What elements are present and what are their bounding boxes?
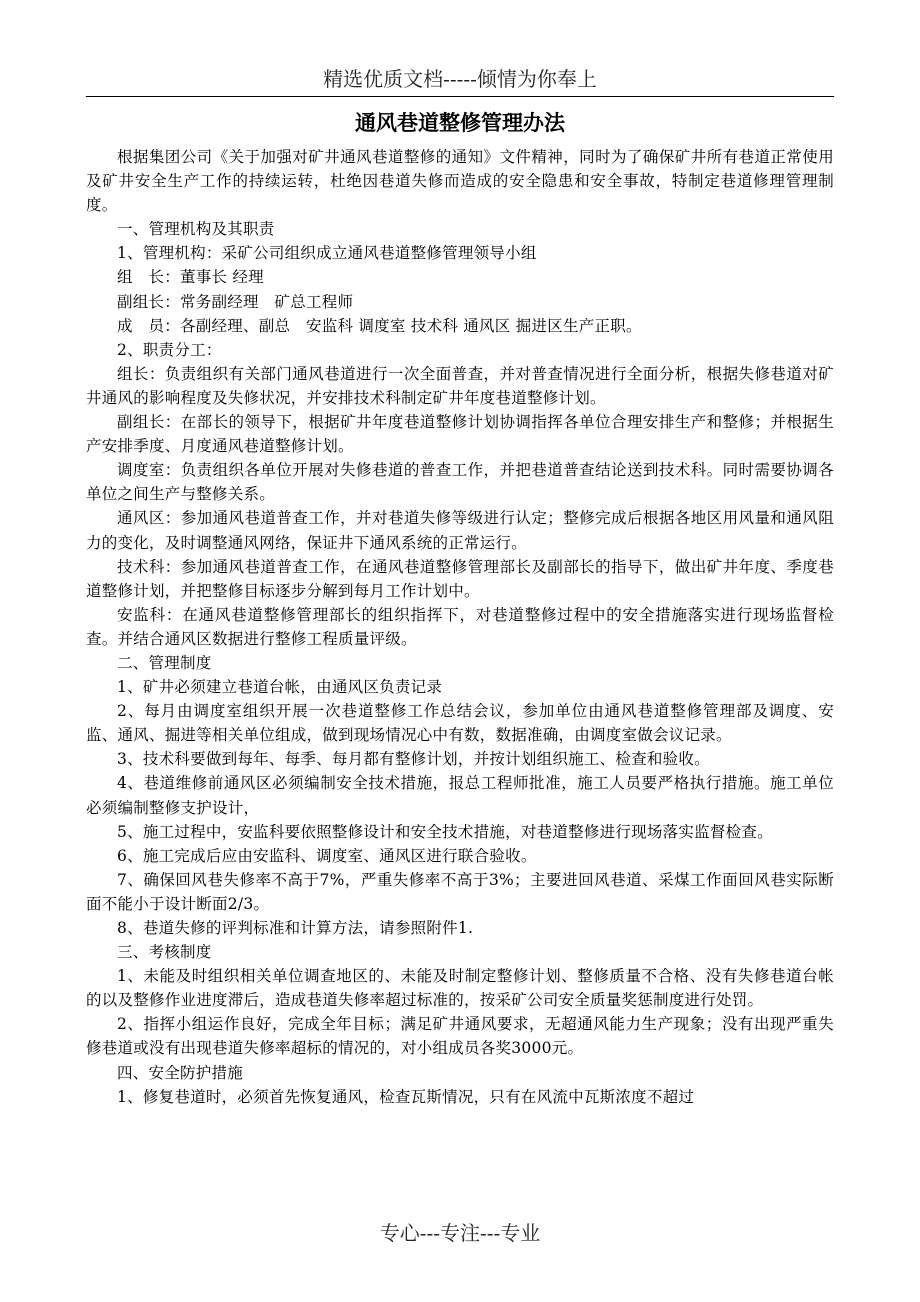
- page-footer: 专心---专注---专业: [379, 1221, 541, 1245]
- header-divider: [86, 96, 834, 97]
- paragraph: 1、管理机构：采矿公司组织成立通风巷道整修管理领导小组: [117, 244, 537, 263]
- paragraph: 1、修复巷道时，必须首先恢复通风，检查瓦斯情况，只有在风流中瓦斯浓度不超过: [117, 1087, 695, 1106]
- paragraph: 副组长：常务副经理 矿总工程师: [117, 292, 354, 311]
- paragraph: 通风区：参加通风巷道普查工作，并对巷道失修等级进行认定；整修完成后根据各地区用风量和通风阻力的变化，及时调整通风网络，保证井下通风系统的正常运行。: [86, 509, 834, 552]
- paragraph: 7、确保回风巷失修率不高于7%，严重失修率不高于3%；主要进回风巷道、采煤工作面回风巷实际断面不能小于设计断面2/3。: [86, 870, 834, 913]
- paragraph: 3、技术科要做到每年、每季、每月都有整修计划，并按计划组织施工、检查和验收。: [117, 750, 710, 769]
- paragraph: 1、未能及时组织相关单位调查地区的、未能及时制定整修计划、整修质量不合格、没有失修巷道台帐的以及整修作业进度滞后，造成巷道失修率超过标准的，按采矿公司安全质量奖惩制度进行处罚。: [86, 967, 834, 1010]
- paragraph: 技术科：参加通风巷道普查工作，在通风巷道整修管理部长及副部长的指导下，做出矿井年度、季度巷道整修计划，并把整修目标逐步分解到每月工作计划中。: [86, 557, 834, 600]
- paragraph: 组 长：董事长 经理: [117, 268, 264, 287]
- section-heading: 三、考核制度: [117, 943, 212, 962]
- paragraph: 组长：负责组织有关部门通风巷道进行一次全面普查，并对普查情况进行全面分析，根据失修巷道对矿井通风的影响程度及失修状况，并安排技术科制定矿井年度巷道整修计划。: [86, 364, 834, 407]
- paragraph: 安监科：在通风巷道整修管理部长的组织指挥下，对巷道整修过程中的安全措施落实进行现场监督检查。并结合通风区数据进行整修工程质量评级。: [86, 605, 834, 648]
- paragraph: 1、矿井必须建立巷道台帐，由通风区负责记录: [117, 678, 443, 697]
- document-body: [86, 145, 834, 1109]
- paragraph: 副组长：在部长的领导下，根据矿井年度巷道整修计划协调指挥各单位合理安排生产和整修；并根据生产安排季度、月度通风巷道整修计划。: [86, 413, 834, 456]
- paragraph: 2、每月由调度室组织开展一次巷道整修工作总结会议，参加单位由通风巷道整修管理部及调度、安监、通风、掘进等相关单位组成，做到现场情况心中有数，数据准确，由调度室做会议记录。: [86, 702, 834, 745]
- paragraph: 成 员：各副经理、副总 安监科 调度室 技术科 通风区 掘进区生产正职。: [117, 316, 642, 335]
- section-heading: 四、安全防护措施: [117, 1063, 244, 1082]
- section-heading: 一、管理机构及其职责: [117, 220, 275, 239]
- page-header: 精选优质文档-----倾情为你奉上: [323, 67, 597, 91]
- paragraph: 4、巷道维修前通风区必须编制安全技术措施，报总工程师批准，施工人员要严格执行措施。施工单位必须编制整修支护设计，: [86, 774, 834, 817]
- paragraph: 8、巷道失修的评判标准和计算方法，请参照附件1.: [117, 919, 474, 937]
- section-heading: 二、管理制度: [117, 653, 212, 672]
- paragraph: 2、指挥小组运作良好，完成全年目标；满足矿井通风要求，无超通风能力生产现象；没有出现严重失修巷道或没有出现巷道失修率超标的情况的，对小组成员各奖3000元。: [86, 1015, 834, 1058]
- paragraph: 5、施工过程中，安监科要依照整修设计和安全技术措施，对巷道整修进行现场落实监督检查。: [117, 822, 773, 841]
- paragraph: 2、职责分工：: [117, 340, 222, 359]
- document-title: 通风巷道整修管理办法: [355, 110, 565, 135]
- paragraph: 调度室：负责组织各单位开展对失修巷道的普查工作，并把巷道普查结论送到技术科。同时需要协调各单位之间生产与整修关系。: [86, 461, 834, 504]
- paragraph: 6、施工完成后应由安监科、调度室、通风区进行联合验收。: [117, 846, 537, 865]
- paragraph: 根据集团公司《关于加强对矿井通风巷道整修的通知》文件精神，同时为了确保矿井所有巷道正常使用及矿井安全生产工作的持续运转，杜绝因巷道失修而造成的安全隐患和安全事故，特制定巷道修理管理制度。: [86, 148, 834, 215]
